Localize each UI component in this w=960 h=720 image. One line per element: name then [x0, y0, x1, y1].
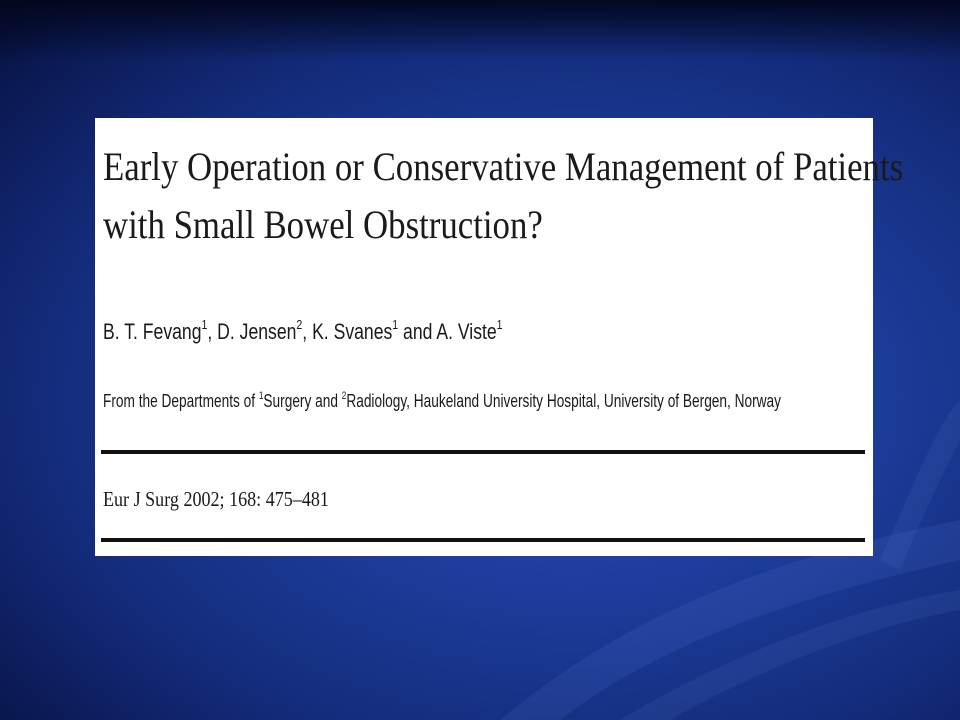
paper-header-card — [95, 118, 904, 556]
divider-top — [101, 450, 865, 454]
paper-title — [103, 138, 904, 254]
author-affiliation-mark: 1 — [496, 317, 503, 333]
author-separator: , — [302, 319, 313, 344]
affiliation-mark: 1 — [258, 389, 264, 402]
affiliation-prefix: From the Departments of — [103, 391, 259, 411]
author-affiliation-mark: 1 — [201, 317, 208, 333]
author-name: A. Viste — [436, 319, 497, 344]
affiliation-line — [103, 391, 781, 412]
paper-title-line-2: with Small Bowel Obstruction? — [103, 202, 543, 247]
author-affiliation-mark: 1 — [392, 317, 399, 333]
author-name: D. Jensen — [217, 319, 297, 344]
author-name: K. Svanes — [312, 319, 393, 344]
affiliation-rest: Radiology, Haukeland University Hospital, University of Bergen, Norway — [346, 391, 781, 411]
divider-bottom — [101, 538, 865, 542]
author-separator: and — [398, 319, 437, 344]
author-separator: , — [207, 319, 218, 344]
journal-citation: Eur J Surg 2002; 168: 475–481 — [103, 487, 329, 511]
paper-title-line-1: Early Operation or Conservative Management of Patients — [103, 144, 904, 189]
top-vignette — [0, 0, 960, 60]
affiliation-department-1: Surgery and — [263, 391, 342, 411]
author-list — [103, 319, 503, 345]
author-name: B. T. Fevang — [103, 319, 202, 344]
affiliation-mark: 2 — [341, 389, 347, 402]
author-affiliation-mark: 2 — [296, 317, 303, 333]
